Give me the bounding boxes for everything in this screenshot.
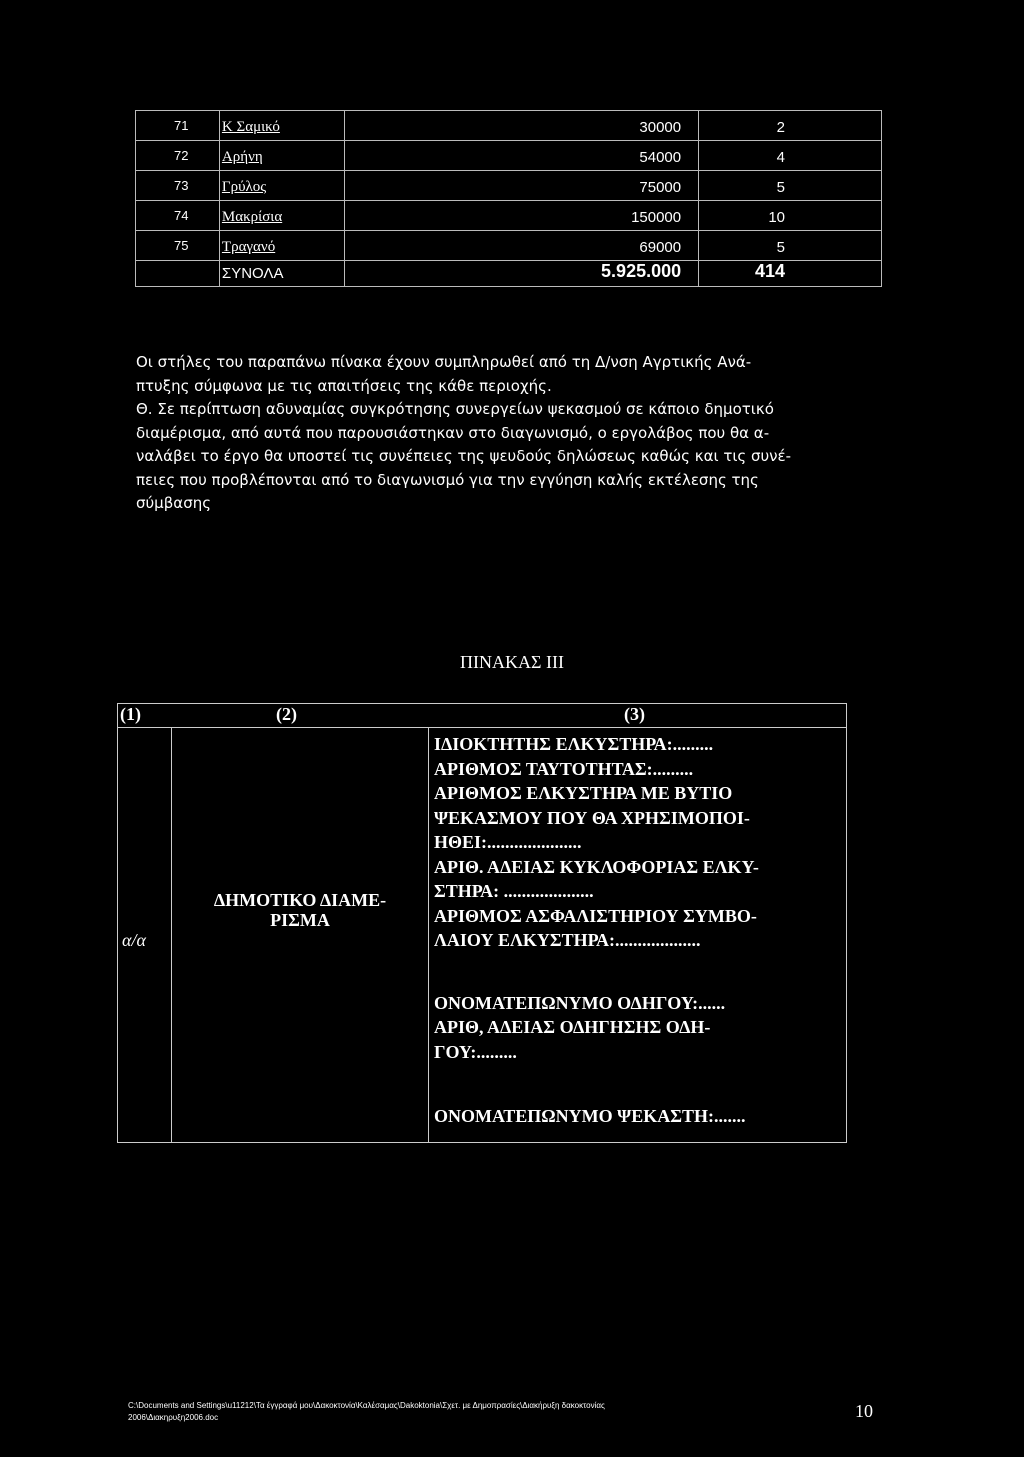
details-column: [434, 732, 834, 1129]
row-number: 73: [136, 171, 220, 201]
count-value: 4: [699, 141, 882, 171]
districts-table: [135, 110, 882, 287]
tractor-number-field: ΑΡΙΘΜΟΣ ΕΛΚΥΣΤΗΡΑ ΜΕ ΒΥΤΙΟ: [434, 783, 733, 803]
paragraph-line: ναλάβει το έργο θα υποστεί τις συνέπειες της ψευδούς δηλώσεως καθώς και τις συνέ-: [136, 447, 792, 465]
table-row: [136, 111, 882, 141]
serial-label: α/α: [122, 930, 146, 950]
label-line: ΔΗΜΟΤΙΚΟ ΔΙΑΜΕ-: [213, 890, 387, 910]
column-header: (2): [276, 704, 297, 724]
area-value: 30000: [344, 111, 698, 141]
footer-line: C:\Documents and Settings\u11212\Τα έγγραφά μου\Δακοκτονία\Καλέσαμας\Dakoktonia\Σχετ. με Δημοπρασίες\Διακήρυξη δακοκτονίας: [128, 1401, 605, 1410]
count-value: 5: [699, 171, 882, 201]
row-number: 74: [136, 201, 220, 231]
tractor-number-field-cont: ΨΕΚΑΣΜΟΥ ΠΟΥ ΘΑ ΧΡΗΣΙΜΟΠΟΙ-: [434, 807, 750, 828]
label-line: ΡΙΣΜΑ: [270, 910, 330, 930]
header-divider: [118, 727, 846, 728]
district-column-label: [180, 890, 420, 930]
area-value: 69000: [344, 231, 698, 261]
insurance-field: ΑΡΙΘΜΟΣ ΑΣΦΑΛΙΣΤΗΡΙΟΥ ΣΥΜΒΟ-: [434, 905, 757, 926]
form-table: [117, 703, 847, 1143]
total-row: [136, 261, 882, 287]
district-name: Μακρίσια: [219, 201, 344, 231]
table-row: [136, 231, 882, 261]
sprayer-name-field: ΟΝΟΜΑΤΕΠΩΝΥΜΟ ΨΕΚΑΣΤΗ:.......: [434, 1106, 746, 1126]
count-value: 2: [699, 111, 882, 141]
area-value: 75000: [344, 171, 698, 201]
spacer: [434, 953, 834, 991]
driver-license-field: ΑΡΙΘ, ΑΔΕΙΑΣ ΟΔΗΓΗΣΗΣ ΟΔΗ-: [434, 1017, 711, 1037]
row-number: 75: [136, 231, 220, 261]
column-divider: [171, 728, 172, 1142]
driver-name-field: ΟΝΟΜΑΤΕΠΩΝΥΜΟ ΟΔΗΓΟΥ:......: [434, 992, 726, 1013]
spacer: [434, 1064, 834, 1104]
page-number: 10: [855, 1401, 873, 1421]
table-row: [136, 201, 882, 231]
table-row: [136, 141, 882, 171]
row-number: 72: [136, 141, 220, 171]
column-divider: [428, 728, 429, 1142]
paragraph-line: πτυξης σύμφωνα με τις απαιτήσεις της κάθε περιοχής.: [136, 376, 552, 395]
paragraph-line: σύμβασης: [136, 494, 212, 512]
body-paragraph: [136, 351, 883, 516]
district-name: Τραγανό: [219, 231, 344, 261]
district-name: Κ Σαμικό: [219, 111, 344, 141]
id-number-field: ΑΡΙΘΜΟΣ ΤΑΥΤΟΤΗΤΑΣ:.........: [434, 758, 694, 779]
file-path-footer: [128, 1400, 605, 1424]
table-row: [136, 171, 882, 201]
table-title: ΠΙΝΑΚΑΣ ΙΙΙ: [460, 652, 564, 672]
footer-line: 2006\Διακηρυξη2006.doc: [128, 1413, 219, 1422]
paragraph-line: Οι στήλες του παραπάνω πίνακα έχουν συμπληρωθεί από τη Δ/νση Αγρτικής Ανά-: [136, 353, 752, 371]
district-name: Αρήνη: [219, 141, 344, 171]
total-label: ΣΥΝΟΛΑ: [219, 261, 344, 287]
area-value: 150000: [344, 201, 698, 231]
total-count: 414: [699, 261, 882, 287]
count-value: 5: [699, 231, 882, 261]
empty-cell: [136, 261, 220, 287]
license-field-cont: ΣΤΗΡΑ: ....................: [434, 881, 594, 901]
tractor-number-field-cont: ΗΘΕΙ:.....................: [434, 832, 582, 852]
paragraph-line: Θ. Σε περίπτωση αδυναμίας συγκρότησης συνεργείων ψεκασμού σε κάποιο δημοτικό: [136, 400, 774, 418]
column-header: (3): [624, 704, 645, 724]
total-value: 5.925.000: [344, 261, 698, 287]
paragraph-line: πειες που προβλέπονται από το διαγωνισμό για την εγγύηση καλής εκτέλεσης της: [136, 470, 759, 489]
paragraph-line: διαμέρισμα, από αυτά που παρουσιάστηκαν στο διαγωνισμό, ο εργολάβος που θα α-: [136, 423, 770, 442]
district-name: Γρύλος: [219, 171, 344, 201]
driver-license-field-cont: ΓΟΥ:.........: [434, 1041, 517, 1062]
count-value: 10: [699, 201, 882, 231]
area-value: 54000: [344, 141, 698, 171]
owner-field: ΙΔΙΟΚΤΗΤΗΣ ΕΛΚΥΣΤΗΡΑ:.........: [434, 734, 714, 754]
row-number: 71: [136, 111, 220, 141]
license-field: ΑΡΙΘ. ΑΔΕΙΑΣ ΚΥΚΛΟΦΟΡΙΑΣ ΕΛΚΥ-: [434, 856, 759, 877]
insurance-field-cont: ΛΑΙΟΥ ΕΛΚΥΣΤΗΡΑ:...................: [434, 930, 701, 950]
column-header: (1): [120, 704, 141, 724]
